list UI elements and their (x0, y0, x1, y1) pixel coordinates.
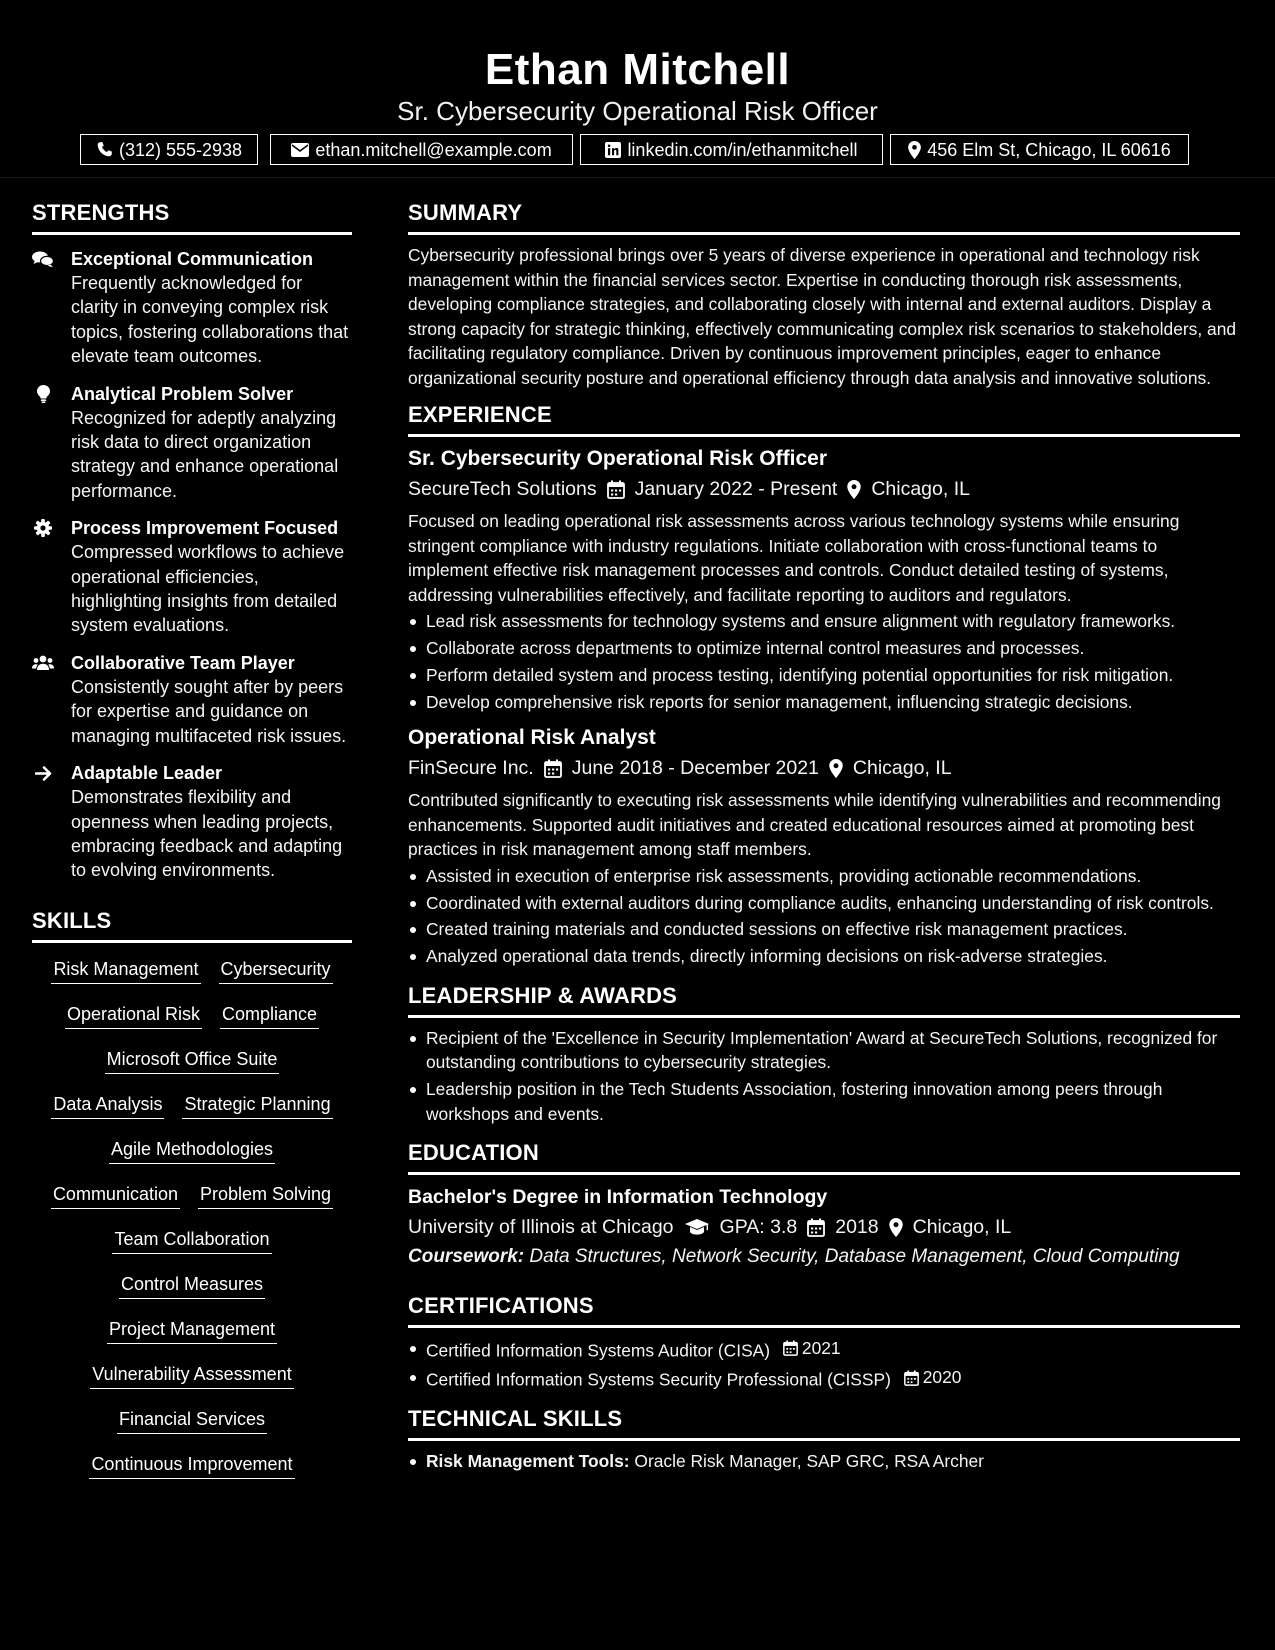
strength-title: Analytical Problem Solver (71, 383, 294, 404)
skill-tag: Project Management (107, 1317, 277, 1344)
phone-icon (96, 141, 113, 158)
summary-text: Cybersecurity professional brings over 5 years of diverse experience in operational and technology risk management within the financial services sector. Expertise in conducting thorough risk assessments, developing compliance strategies, and collaborating closely with internal and external auditors. Display a strong capacity for strategic thinking, effectively communicating complex risk scenarios to stakeholders, and facilitating regulatory compliance. Driven by continuous improvement principles, eager to enhance organizational security posture and operational efficiency through data analysis and innovative solutions. (408, 245, 1237, 388)
skill-tag: Team Collaboration (112, 1227, 271, 1254)
leadership-heading: LEADERSHIP & AWARDS (408, 983, 1240, 1018)
strength-desc: Frequently acknowledged for clarity in conveying complex risk topics, fostering collaborations that elevate team outcomes. (71, 273, 349, 367)
map-pin-icon (889, 1218, 903, 1237)
job-bullets (408, 864, 1240, 969)
strength-item (32, 761, 352, 883)
education-heading: EDUCATION (408, 1140, 1240, 1175)
strengths-heading: STRENGTHS (32, 200, 352, 235)
technical-skill-value: Oracle Risk Manager, SAP GRC, RSA Archer (634, 1451, 984, 1472)
contact-email-text: ethan.mitchell@example.com (315, 139, 552, 160)
candidate-title: Sr. Cybersecurity Operational Risk Officer (397, 96, 878, 126)
skill-tag: Compliance (220, 1002, 319, 1029)
contact-phone-text: (312) 555-2938 (118, 139, 243, 160)
skill-tag: Financial Services (117, 1407, 267, 1434)
certification-date (783, 1336, 841, 1361)
candidate-name: Ethan Mitchell (484, 45, 791, 94)
skill-row (32, 957, 352, 1002)
certification-item (408, 1336, 1240, 1363)
degree-title: Bachelor's Degree in Information Technology (408, 1186, 828, 1209)
resume-header (0, 0, 1275, 178)
technical-skill-label: Risk Management Tools: (426, 1451, 630, 1472)
award-item: Leadership position in the Tech Students Association, fostering innovation among peers through workshops and events. (408, 1077, 1240, 1126)
education-meta (408, 1213, 1240, 1241)
skill-row (32, 1227, 352, 1272)
leadership-list (408, 1026, 1240, 1126)
job-description: Focused on leading operational risk assessments across various technology systems while ensuring stringent compliance with industry regulations. Initiate collaboration with cross-functional teams to implement effective risk management processes and controls. Conduct detailed testing of systems, addressing vulnerabilities effectively, and facilitate reporting to auditors and regulators. (408, 511, 1180, 605)
award-item: Recipient of the 'Excellence in Security Implementation' Award at SecureTech Solutions, recognized for outstanding contributions to cybersecurity strategies. (408, 1026, 1240, 1075)
certifications-list (408, 1336, 1240, 1392)
left-column (32, 178, 352, 1497)
gear-icon (32, 519, 54, 537)
strength-desc: Consistently sought after by peers for expertise and guidance on managing multifaceted risk issues. (71, 676, 347, 746)
skill-tag: Cybersecurity (219, 957, 333, 984)
skill-row (32, 1002, 352, 1047)
skill-row (32, 1362, 352, 1407)
school-name: University of Illinois at Chicago (408, 1216, 674, 1239)
job-bullet: Coordinated with external auditors during compliance audits, enhancing understanding of risk controls. (408, 891, 1240, 916)
coursework (408, 1243, 1240, 1271)
job-dates: January 2022 - Present (634, 478, 838, 500)
company-name: SecureTech Solutions (408, 478, 597, 500)
experience-heading: EXPERIENCE (408, 402, 1240, 437)
strength-item (32, 382, 352, 504)
calendar-icon (904, 1370, 919, 1386)
map-pin-icon (829, 759, 843, 778)
job-meta (408, 754, 1240, 782)
contact-linkedin-text: linkedin.com/in/ethanmitchell (627, 139, 858, 160)
skill-tag: Agile Methodologies (109, 1137, 275, 1164)
education-location: Chicago, IL (912, 1216, 1012, 1239)
job-dates: June 2018 - December 2021 (571, 757, 819, 780)
contact-address-text: 456 Elm St, Chicago, IL 60616 (927, 139, 1171, 160)
calendar-icon (807, 1218, 825, 1237)
contact-linkedin[interactable] (580, 134, 883, 165)
skill-tag: Risk Management (51, 957, 200, 984)
certification-date (904, 1365, 962, 1390)
job-entry (408, 445, 1240, 714)
strength-desc: Demonstrates flexibility and openness when leading projects, embracing feedback and adapting to evolving environments. (71, 787, 343, 881)
gpa: GPA: 3.8 (719, 1216, 798, 1239)
strength-item (32, 247, 352, 369)
strength-title: Exceptional Communication (71, 249, 314, 269)
coursework-label: Coursework: (408, 1246, 525, 1268)
job-title: Operational Risk Analyst (408, 726, 656, 750)
technical-skills-heading: TECHNICAL SKILLS (408, 1406, 1240, 1441)
graduation-year: 2018 (835, 1216, 879, 1239)
arrow-right-icon (32, 764, 54, 782)
job-location: Chicago, IL (871, 478, 970, 500)
job-bullet: Assisted in execution of enterprise risk assessments, providing actionable recommendations. (408, 864, 1240, 889)
certifications-heading: CERTIFICATIONS (408, 1293, 1240, 1328)
skill-tag: Continuous Improvement (89, 1452, 294, 1479)
strength-title: Collaborative Team Player (71, 652, 295, 673)
job-description: Contributed significantly to executing risk assessments while identifying vulnerabilities and recommending enhancements. Supported audit initiatives and created educational resources aimed at promoting best practices in risk management among staff members. (408, 790, 1221, 860)
job-bullet: Analyzed operational data trends, directly informing decisions on risk-adverse strategies. (408, 944, 1240, 969)
skill-tag: Operational Risk (65, 1002, 202, 1029)
right-column (408, 178, 1240, 1476)
job-title: Sr. Cybersecurity Operational Risk Officer (408, 447, 827, 470)
calendar-icon (783, 1340, 798, 1356)
skill-row (32, 1452, 352, 1497)
comments-icon (32, 250, 54, 268)
strength-title: Adaptable Leader (71, 763, 223, 784)
envelope-icon (291, 143, 309, 157)
skills-list (32, 957, 352, 1497)
skill-tag: Communication (51, 1182, 180, 1209)
skill-tag: Microsoft Office Suite (105, 1047, 280, 1074)
job-bullet: Collaborate across departments to optimize internal control measures and processes. (408, 636, 1240, 661)
skill-row (32, 1272, 352, 1317)
job-bullet: Created training materials and conducted sessions on effective risk management practices. (408, 917, 1240, 942)
strength-item (32, 651, 352, 748)
skill-tag: Vulnerability Assessment (90, 1362, 293, 1389)
skill-row (32, 1317, 352, 1362)
skill-tag: Problem Solving (198, 1182, 333, 1209)
job-location: Chicago, IL (852, 757, 952, 780)
strength-item (32, 516, 352, 638)
education-entry (408, 1183, 1240, 1271)
company-name: FinSecure Inc. (408, 757, 534, 780)
job-bullet: Perform detailed system and process testing, identifying potential opportunities for risk mitigation. (408, 663, 1240, 688)
users-icon (32, 654, 54, 672)
certification-year: 2021 (801, 1338, 841, 1359)
contact-address[interactable] (890, 134, 1189, 165)
coursework-list: Data Structures, Network Security, Database Management, Cloud Computing (529, 1246, 1180, 1268)
technical-skills-list (408, 1449, 1240, 1474)
strength-desc: Compressed workflows to achieve operational efficiencies, highlighting insights from detailed system evaluations. (71, 542, 345, 636)
job-meta (408, 475, 1240, 503)
certification-year: 2020 (922, 1367, 962, 1388)
skill-row (32, 1182, 352, 1227)
strength-title: Process Improvement Focused (71, 518, 339, 539)
calendar-icon (544, 759, 562, 778)
certification-name: Certified Information Systems Auditor (CISA) (426, 1340, 771, 1361)
summary-heading: SUMMARY (408, 200, 1240, 235)
skill-tag: Control Measures (119, 1272, 265, 1299)
skill-row (32, 1137, 352, 1182)
graduation-cap-icon (684, 1218, 710, 1236)
map-pin-icon (908, 141, 921, 159)
skill-tag: Data Analysis (51, 1092, 164, 1119)
linkedin-icon (605, 142, 621, 158)
certification-name: Certified Information Systems Security Professional (CISSP) (426, 1369, 891, 1390)
map-pin-icon (847, 480, 861, 499)
skill-tag: Strategic Planning (182, 1092, 332, 1119)
skill-row (32, 1092, 352, 1137)
job-bullet: Develop comprehensive risk reports for senior management, influencing strategic decisions. (408, 690, 1240, 715)
skill-row (32, 1407, 352, 1452)
job-entry (408, 724, 1240, 969)
lightbulb-icon (32, 385, 54, 403)
contact-bar (0, 134, 1275, 166)
technical-skill-item (408, 1449, 1240, 1474)
job-bullets (408, 609, 1240, 714)
certification-item (408, 1365, 1240, 1392)
contact-phone[interactable] (80, 134, 258, 165)
job-bullet: Lead risk assessments for technology systems and ensure alignment with regulatory frameworks. (408, 609, 1240, 634)
skills-heading: SKILLS (32, 908, 352, 943)
calendar-icon (607, 480, 625, 499)
skill-row (32, 1047, 352, 1092)
strength-desc: Recognized for adeptly analyzing risk data to direct organization strategy and enhance operational performance. (71, 407, 339, 501)
contact-email[interactable] (270, 134, 573, 165)
